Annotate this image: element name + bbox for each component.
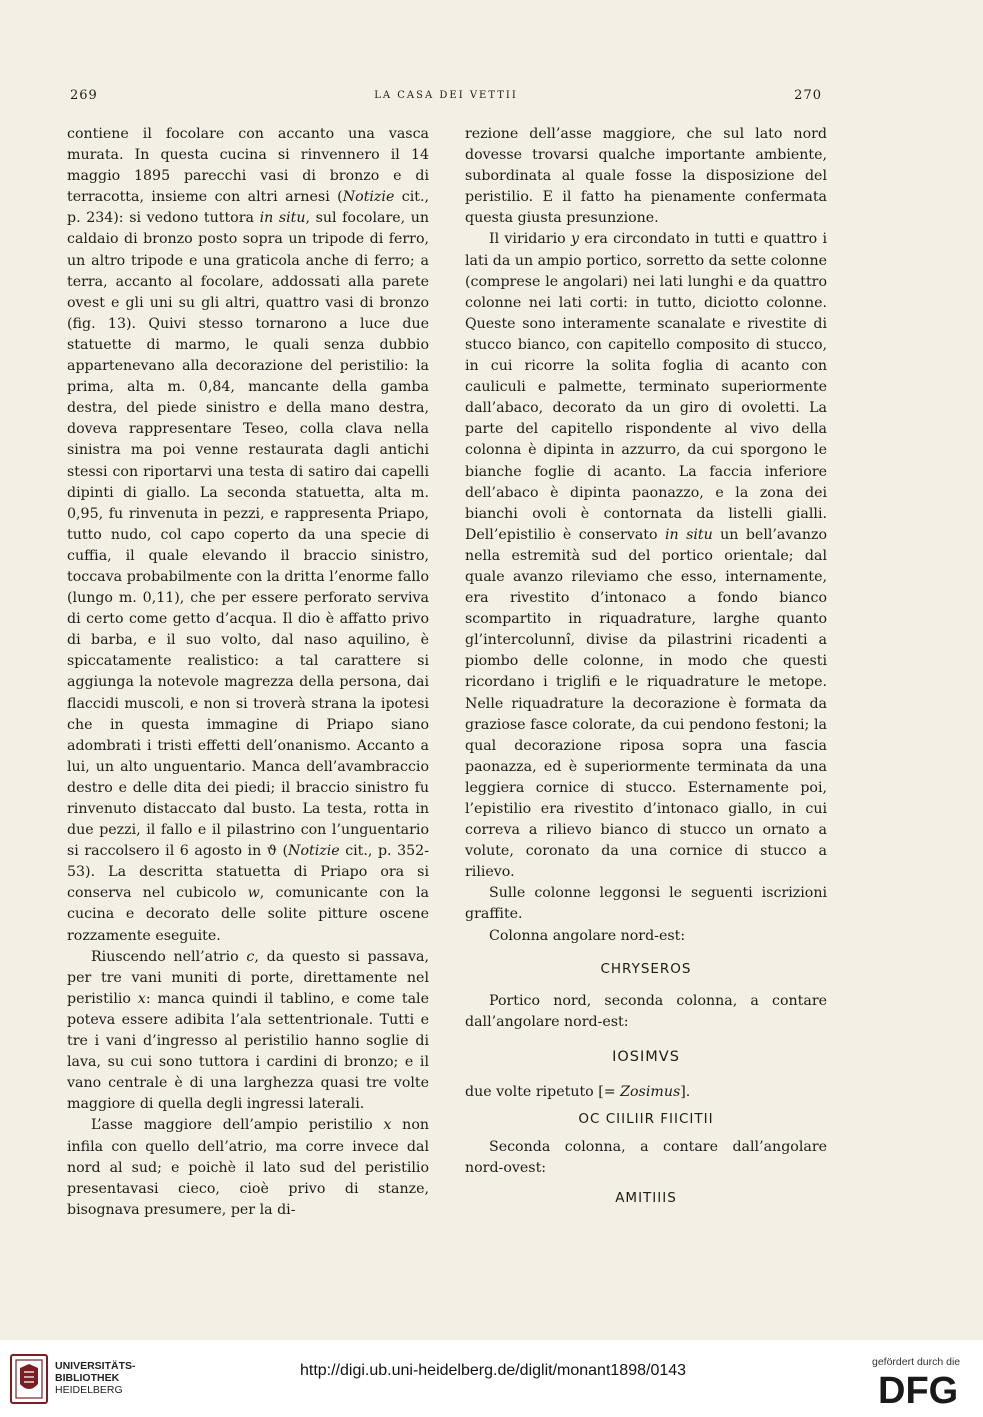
footer-bar [0, 1340, 983, 1417]
paragraph: Colonna angolare nord-est: [489, 927, 686, 944]
dfg-logo-text: DFG [878, 1371, 959, 1407]
paragraph: Riuscendo nell’atrio c, da questo si passava, per tre vani muniti di porte, direttamente nel peristilio x: manca quindi il tablino, e come tale poteva essere adibita l’ala settentrionale. Tutti e tre i vani d’ingresso al peristilio hanno soglie di lava, su cui sono tuttora i cardini di bronzo; e il vano centrale è di una larghezza quasi tre volte maggiore di quella degli ingressi laterali. [67, 948, 429, 1113]
paragraph: due volte ripetuto [= Zosimus]. [465, 1084, 691, 1101]
paragraph: contiene il focolare con accanto una vasca murata. In questa cucina si rinvennero il 14 maggio 1895 parecchi vasi di bronzo e di terracotta, insieme con altri arnesi (Notizie cit., p. 234): si vedono tuttora in situ, sul focolare, un caldaio di bronzo posto sopra un tripode di ferro, un altro tripode e una graticola anche di ferro; a terra, accanto al focolare, addossati alla parete ovest e gli uni su gli altri, quattro vasi di bronzo (fig. 13). Quivi stesso tornarono a luce due statuette di marmo, le quali senza dubbio appartenevano alla decorazione del peristilio: la prima, alta m. 0,84, mancante della gamba destra, del piede sinistro e della mano destra, doveva rappresentare Teseo, colla clava nella sinistra ma poi venne restaurata dagli antichi stessi con riportarvi una testa di satiro dai capelli dipinti di giallo. La seconda statuetta, alta m. 0,95, fu rinvenuta in pezzi, e rappresenta Priapo, tutto nudo, col capo coperto da una specie di cuffia, il quale elevando il braccio sinistro, toccava probabilmente con la dritta l’enorme fallo (lungo m. 0,11), che per essere perforato serviva di certo come getto d’acqua. Il dio è affatto privo di barba, e il suo volto, dal naso aquilino, è spiccatamente realistico: a tal carattere si aggiunga la notevole magrezza della persona, dai flaccidi muscoli, e non si troverà strana la ipotesi che in questa immagine di Priapo siano adombrati i tristi effetti dell’onanismo. Accanto a lui, un alto unguentario. Manca dell’avambraccio destro e delle dita dei piedi; il braccio sinistro fu rinvenuto distaccato dal busto. La testa, rotta in due pezzi, il fallo e il pilastrino con l’unguentario si raccolsero il 6 agosto in ϑ (Notizie cit., p. 352-53). La descritta statuetta di Priapo ora si conserva nel cubicolo w, comunicante con la cucina e decorato delle solite pitture oscene rozzamente eseguite. [67, 126, 430, 944]
page-number-right: 270 [794, 88, 822, 103]
funded-by-label: gefördert durch die [872, 1356, 961, 1368]
library-name: UNIVERSITÄTS- BIBLIOTHEK HEIDELBERG [55, 1360, 136, 1396]
paragraph: Seconda colonna, a contare dall’angolare nord-ovest: [465, 1139, 827, 1177]
dfg-logo [878, 1371, 970, 1411]
left-column [67, 124, 429, 1221]
inscription-oc-ciiliir: OC CIILIIR FIICITII [578, 1111, 714, 1128]
source-url-link[interactable]: http://digi.ub.uni-heidelberg.de/diglit/monant1898/0143 [299, 1362, 687, 1379]
paragraph: Il viridario y era circondato in tutti e quattro i lati da un ampio portico, sorretto da sette colonne (comprese le angolari) nei lati lunghi e da quattro colonne nei lati corti: in tutto, diciotto colonne. Queste sono interamente scanalate e rivestite di stucco bianco, con capitello composito di stucco, in cui ricorre la solita foglia di acanto con cauliculi e palmette, terminato superiormente dall’abaco, decorato da un giro di ovoletti. La parte del capitello rispondente al vivo della colonna è dipinta in azzurro, da cui sporgono le bianche foglie di acanto. La faccia inferiore dell’abaco è dipinta paonazzo, e la zona dei bianchi ovoli è contornata da listelli gialli. Dell’epistilio è conservato in situ un bell’avanzo nella estremità sud del portico orientale; dal quale avanzo rileviamo che esso, internamente, era rivestito d’intonaco a fondo bianco scompartito in riquadrature, larghe quanto gl’intercolunnî, divise da pilastrini ricadenti a piombo delle colonne, in modo che questi ricordano i triglifi e le riquadrature le metope. Nelle riquadrature la decorazione è formata da graziose fasce colorate, da cui pendono festoni; la qual decorazione riposa sopra una fascia paonazza, ed è superiormente terminata da una leggiera cornice di stucco. Esternamente poi, l’epistilio era rivestito d’intonaco giallo, in cui correva a rilievo bianco di stucco un ornato a volute, coronato da una cornice di stucco a rilievo. [465, 231, 828, 881]
inscription-iosimvs: IOSIMVS [612, 1048, 680, 1065]
running-head [70, 88, 822, 108]
inscription-amitiiis: AMITIIIS [615, 1190, 677, 1207]
paragraph: L’asse maggiore dell’ampio peristilio x non infila con quello dell’atrio, ma corre invece dal nord al sud; e poichè il lato sud del peristilio presentavasi cieco, cioè privo di stanze, bisognava presumere, per la di- [67, 1117, 430, 1218]
inscription-chryseros: CHRYSEROS [600, 960, 692, 977]
paragraph: Sulle colonne leggonsi le seguenti iscrizioni graffite. [465, 885, 827, 923]
page-number-left: 269 [70, 88, 98, 103]
right-column [465, 124, 827, 1210]
university-seal-icon [10, 1354, 48, 1404]
running-title: LA CASA DEI VETTII [374, 90, 518, 101]
paragraph: rezione dell’asse maggiore, che sul lato nord dovesse trovarsi qualche importante ambiente, subordinata al quale fosse la disposizione del peristilio. E il fatto ha pienamente confermata questa giusta presunzione. [465, 126, 827, 227]
paragraph: Portico nord, seconda colonna, a contare dall’angolare nord-est: [465, 992, 827, 1030]
